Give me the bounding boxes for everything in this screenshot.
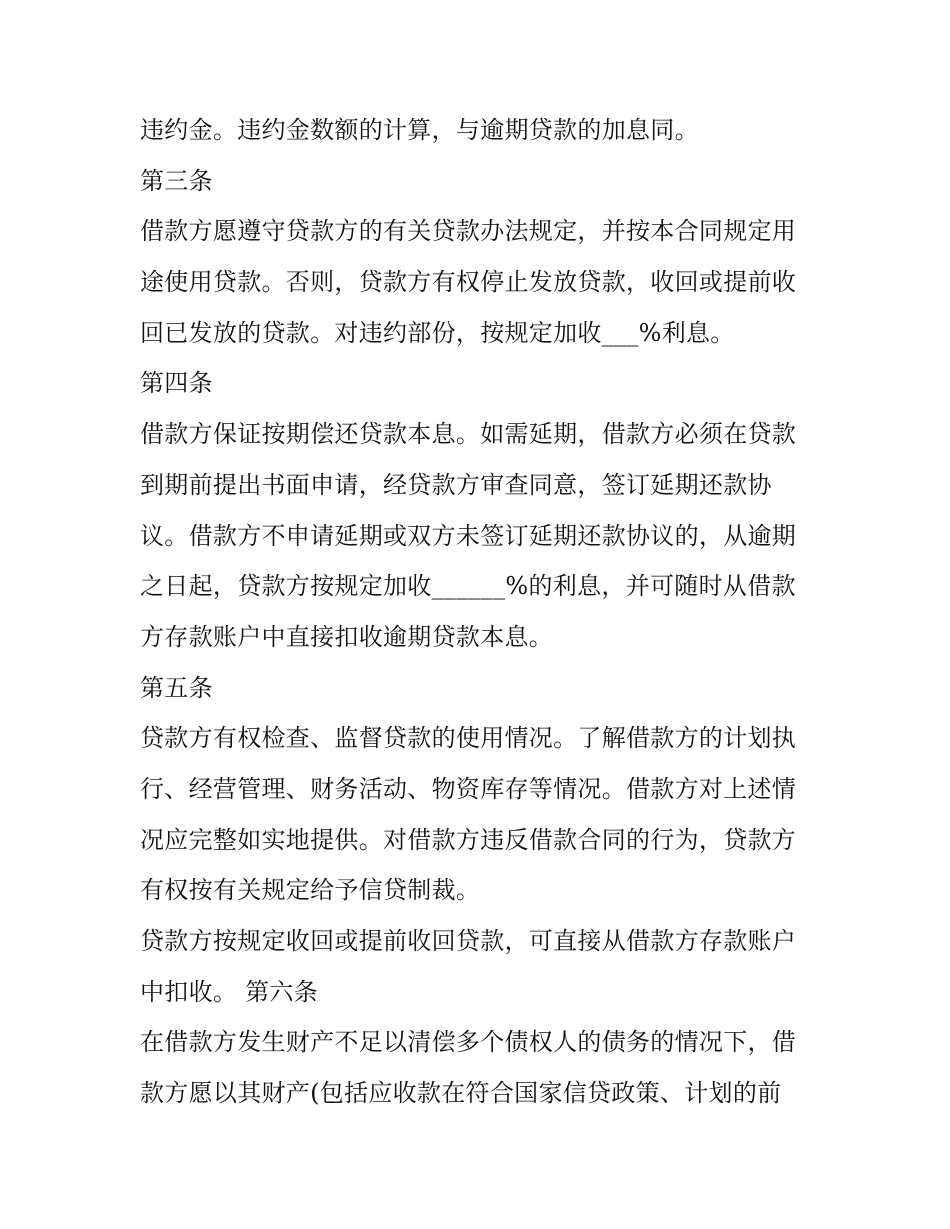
text-line: 借款方保证按期偿还贷款本息。如需延期，借款方必须在贷款 bbox=[140, 420, 797, 449]
text-line: 款方愿以其财产(包括应收款在符合国家信贷政策、计划的前 bbox=[140, 1079, 782, 1108]
article-heading: 第三条 bbox=[140, 166, 213, 195]
article-heading: 第四条 bbox=[140, 369, 213, 398]
text-line: 贷款方按规定收回或提前收回贷款，可直接从借款方存款账户 bbox=[140, 927, 797, 955]
text-line: 行、经营管理、财务活动、物资库存等情况。借款方对上述情 bbox=[140, 774, 797, 803]
article-heading: 第五条 bbox=[140, 673, 213, 702]
text-line: 况应完整如实地提供。对借款方违反借款合同的行为，贷款方 bbox=[140, 825, 797, 854]
text-line: 议。借款方不申请延期或双方未签订延期还款协议的，从逾期 bbox=[140, 521, 797, 550]
text-line: 中扣收。 第六条 bbox=[140, 977, 319, 1006]
text-line: 之日起，贷款方按规定加收______%的利息，并可随时从借款 bbox=[140, 572, 796, 601]
text-line: 借款方愿遵守贷款方的有关贷款办法规定，并按本合同规定用 bbox=[140, 217, 797, 246]
document-page bbox=[140, 105, 830, 1119]
text-line: 违约金。违约金数额的计算，与逾期贷款的加息同。 bbox=[140, 116, 699, 144]
text-line: 贷款方有权检查、监督贷款的使用情况。了解借款方的计划执 bbox=[140, 724, 797, 753]
text-line: 回已发放的贷款。对违约部份，按规定加收___%利息。 bbox=[140, 318, 735, 347]
text-line: 有权按有关规定给予信贷制裁。 bbox=[140, 876, 481, 905]
text-line: 方存款账户中直接扣收逾期贷款本息。 bbox=[140, 622, 554, 651]
text-line: 在借款方发生财产不足以清偿多个债权人的债务的情况下，借 bbox=[140, 1028, 797, 1057]
text-line: 到期前提出书面申请，经贷款方审查同意，签订延期还款协 bbox=[140, 470, 772, 499]
text-line: 途使用贷款。否则，贷款方有权停止发放贷款，收回或提前收 bbox=[140, 268, 797, 297]
